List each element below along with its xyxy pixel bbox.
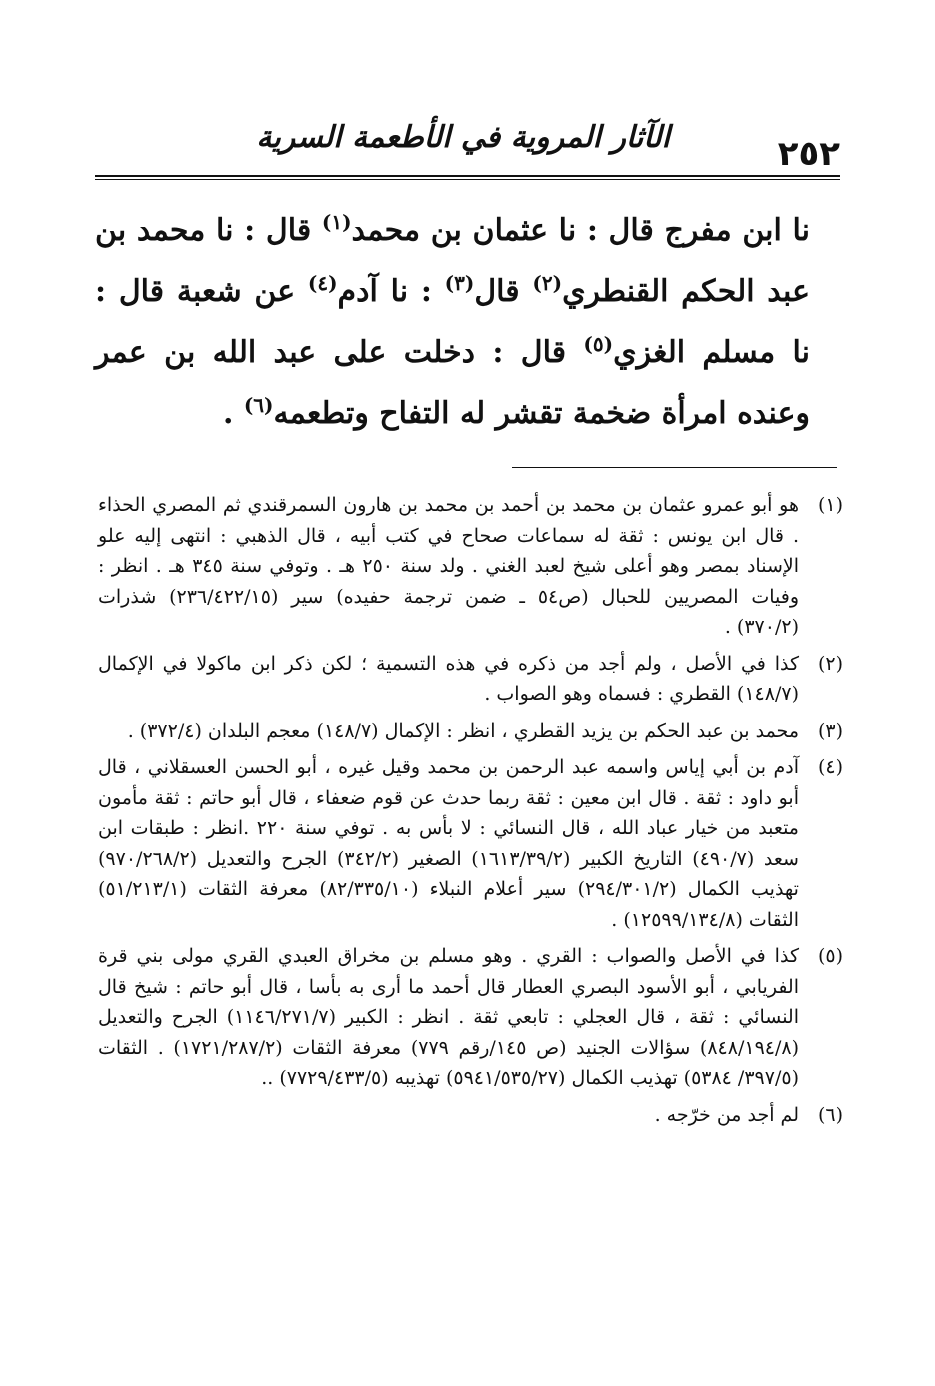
narration-text: قال : نا محمد بن عبد الحكم القنطري: [95, 213, 811, 309]
narration-text: .: [222, 396, 244, 431]
page-header: [95, 120, 840, 180]
footnote-4: [98, 752, 843, 935]
footnote-marker-1: (١): [321, 210, 352, 234]
footnote-marker-6: (٦): [243, 393, 274, 417]
footnote-2: [98, 649, 843, 710]
narration-text: قال: [474, 274, 533, 309]
footnote-number: (٦): [817, 1103, 843, 1126]
narration-text: : نا آدم: [337, 274, 445, 309]
footnote-number: (٥): [817, 945, 843, 967]
running-title: الآثار المروية في الأطعمة السرية: [256, 120, 670, 155]
main-text: [95, 200, 810, 444]
footnote-marker-5: (٥): [583, 332, 614, 356]
page-number: ٢٥٢: [777, 134, 840, 174]
footnote-text: كذا في الأصل والصواب : القري . وهو مسلم بن مخراق العبدي القري مولى بني قرة الفريابي ، أبو الأسود البصري العطار قال أحمد ما أرى به بأسا ، قال أبو حاتم : شيخ قال النسائي : ثقة ، قال العجلي : تابعي ثقة . انظر : الكبير (١١٤٦/٢٧١/٧) الجرح والتعديل (٨٤٨/١٩٤/٨) سؤالات الجنيد (ص ١٤٥/رقم ٧٧٩) معرفة الثقات (١٧٢١/٢٨٧/٢) . الثقات (٣٩٧/٥/ ٥٣٨٤) تهذيب الكمال (٥٩٤١/٥٣٥/٢٧) تهذيبه (٧٧٢٩/٤٣٣/٥) ..: [98, 945, 800, 1089]
footnote-5: [98, 941, 843, 1094]
footnote-1: [98, 490, 843, 643]
footnotes: [98, 490, 843, 1136]
footnote-number: (٢): [817, 652, 843, 675]
footnote-marker-4: (٤): [307, 271, 338, 295]
footnote-marker-3: (٣): [444, 271, 475, 295]
footnote-number: (٣): [817, 719, 843, 742]
header-rule: [95, 175, 840, 177]
footnote-text: هو أبو عمرو عثمان بن محمد بن أحمد بن محمد بن هارون السمرقندي ثم المصري الحذاء . قال ابن يونس : ثقة له سماعات صحاح في كتب أبيه ، قال الذهبي : انتهى إليه علو الإسناد بمصر وهو أعلى شيخ لعبد الغني . ولد سنة ٢٥٠ هـ . وتوفي سنة ٣٤٥ هـ . انظر : وفيات المصريين للحبال (ص٥٤ ـ ضمن ترجمة حفيده) سير (٢٣٦/٤٢٢/١٥) شذرات (٣٧٠/٢) .: [98, 494, 799, 638]
footnote-separator: [512, 467, 837, 468]
footnote-marker-2: (٢): [532, 271, 563, 295]
footnote-text: محمد بن عبد الحكم بن يزيد القطري ، انظر : الإكمال (١٤٨/٧) معجم البلدان (٣٧٢/٤) .: [127, 719, 799, 742]
footnote-number: (١): [817, 494, 843, 516]
narration-text: عن شعبة قال : نا مسلم الغزي: [95, 274, 811, 370]
header-rule-thin: [95, 179, 840, 180]
footnote-text: آدم بن أبي إياس واسمه عبد الرحمن بن محمد وقيل غيره ، أبو الحسن العسقلاني ، قال أبو داود : ثقة . قال ابن معين : ثقة ربما حدث عن قوم ضعفاء ، قال أبو حاتم : ثقة مأمون متعبد من خيار عباد الله ، قال النسائي : لا بأس به . توفي سنة ٢٢٠ .انظر : طبقات ابن سعد (٤٩٠/٧) التاريخ الكبير (١٦١٣/٣٩/٢) الصغير (٣٤٢/٢) الجرح والتعديل (٩٧٠/٢٦٨/٢) تهذيب الكمال (٢٩٤/٣٠١/٢) سير أعلام النبلاء (٨٢/٣٣٥/١٠) معرفة الثقات (٥١/٢١٣/١) الثقات (١٢٥٩٩/١٣٤/٨) .: [98, 756, 799, 931]
footnote-number: (٤): [817, 756, 843, 778]
footnote-text: كذا في الأصل ، ولم أجد من ذكره في هذه التسمية ؛ لكن ذكر ابن ماكولا في الإكمال (١٤٨/٧) القطري : فسماه وهو الصواب .: [98, 652, 799, 705]
footnote-text: لم أجد من خرّجه .: [654, 1103, 799, 1126]
footnote-3: [98, 716, 843, 747]
footnote-6: [98, 1100, 843, 1131]
narration-text: قال : دخلت على عبد الله بن عمر وعنده امرأة ضخمة تقشر له التفاح وتطعمه: [95, 335, 810, 431]
narration-text: نا ابن مفرج قال : نا عثمان بن محمد: [351, 213, 810, 248]
narration-paragraph: [95, 200, 810, 444]
